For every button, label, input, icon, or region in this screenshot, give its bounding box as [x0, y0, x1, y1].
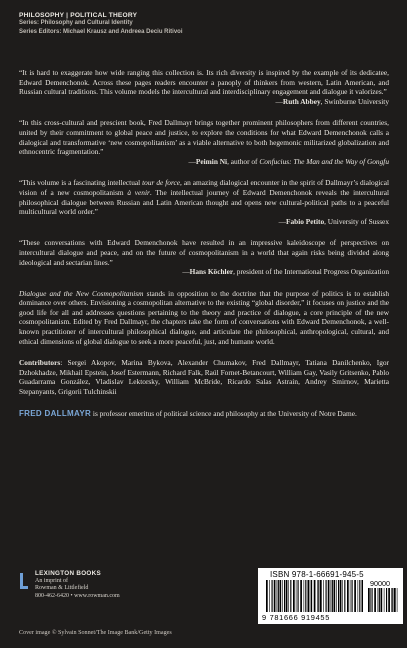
- isbn: ISBN 978-1-66691-945-5: [270, 570, 364, 579]
- endorser-name: Ruth Abbey: [282, 96, 321, 106]
- endorsement-text: “In this cross-cultural and prescient book, Fred Dallmayr brings together prominent philosophers from different countries, united by their commitment to global peace and justice, to explore the conditions for what Edward Demenchonok calls a dialogical and transformative ‘new cosmopolitanism’ as a viable alternative to both hegemonic militarized globalization and ethnocentric fragmentation.”: [19, 118, 389, 157]
- cover-footer: [19, 568, 389, 628]
- back-cover-text: [19, 68, 389, 418]
- series-editors: Series Editors: Michael Krausz and Andreea Deciu Ritivoi: [19, 28, 183, 35]
- addon-barcode-icon: [368, 588, 399, 612]
- series-header: [19, 12, 389, 36]
- endorser-work: Confucius: The Man and the Way of Gongfu: [259, 156, 389, 166]
- book-title: Dialogue and the New Cosmopolitanism: [19, 288, 144, 298]
- endorsement-text: “This volume is a fascinating intellectual tour de force, an amazing dialogical encounter in the spirit of Dallmayr’s dialogical vision of a new cosmopolitanism à venir. The intellectual journey of Edward Demenchonok reveals the intercultural philosophical dialogue between Russian and Latin American thought and opens new cultural-political paths to a peaceful multicultural world order.”: [19, 178, 389, 217]
- price-code: 90000: [370, 579, 390, 588]
- ean-barcode-icon: [266, 580, 363, 612]
- publisher-name: LEXINGTON BOOKS: [35, 570, 101, 577]
- publisher-parent: Rowman & Littlefield: [35, 585, 89, 592]
- author-name: FRED DALLMAYR: [19, 408, 92, 418]
- endorsement: [19, 178, 389, 226]
- endorsement-attribution: —Hans Köchler, president of the International Progress Organization: [182, 267, 389, 277]
- barcode: [258, 568, 403, 624]
- publisher-info: [35, 570, 120, 600]
- publisher-logo-icon: [19, 572, 29, 590]
- series-name: Series: Philosophy and Cultural Identity: [19, 20, 133, 26]
- contributors: [19, 358, 389, 396]
- endorser-name: Peimin Ni: [195, 156, 228, 166]
- endorsement-attribution: —Fabio Petito, University of Sussex: [278, 216, 389, 226]
- contributors-list: : Sergei Akopov, Marina Bykova, Alexander Chumakov, Fred Dallmayr, Tatiana Danilchenko, Igor Dzhokhadze, Mikhail Epstein, Josef Estermann, Richard Falk, Raúl Fornet-Betancourt, William Gay, Vasily Gritsenko, Pablo Guadarrama González, Vladislav Lektorsky, William McBride, Ricardo Salas Astrain, Andrey Smirnov, Marietta Stepanyants, Grigorii Tulchinskii: [19, 358, 389, 397]
- endorsement: [19, 118, 389, 166]
- endorsement-text: “These conversations with Edward Demenchonok have resulted in an impressive kaleidoscope of perspectives on intercultural dialogue and peace, and on the future of cosmopolitanism in a world that again risks being divided along ideological and sectarian lines.”: [19, 238, 389, 267]
- contributors-label: Contributors: [19, 358, 61, 368]
- author-bio: FRED DALLMAYR is professor emeritus of political science and philosophy at the University of Notre Dame.: [19, 408, 357, 418]
- publisher-imprint: An imprint of: [35, 577, 68, 584]
- publisher-contact: 800-462-6420 • www.rowman.com: [35, 592, 120, 599]
- cover-credit: Cover image © Sylvain Sonnet/The Image Bank/Getty Images: [19, 630, 172, 636]
- ean-digits: 9 781666 919455: [262, 613, 331, 622]
- endorsement: [19, 238, 389, 276]
- book-description: Dialogue and the New Cosmopolitanism stands in opposition to the doctrine that the purpose of politics is to establish dominance over others. Envisioning a cosmopolitan alternative to the existing “global disorder,” it focuses on justice and the good life for all and addresses questions pertaining to the theory and practice of dialogue, a core principle of the new cosmopolitanism. Edited by Fred Dallmayr, the chapters take the form of conversations with Edward Demenchonok, a well-known practitioner of intercultural philosophical dialogue, and articulate the philosophical, anthropological, cultural, and ethical dimensions of global dialogue to seek a more peaceful, just, and humane world.: [19, 288, 389, 346]
- series-title: PHILOSOPHY | POLITICAL THEORY: [19, 12, 138, 19]
- endorser-name: Hans Köchler: [189, 267, 234, 277]
- endorser-name: Fabio Petito: [285, 216, 325, 226]
- endorsement-attribution: —Ruth Abbey, Swinburne University: [275, 96, 389, 106]
- endorsement-text: “It is hard to exaggerate how wide ranging this collection is. Its rich diversity is inspired by the example of its dedicatee, Edward Demenchonok. Across these pages readers encounter a panoply of thinkers from western, Latin American, and Russian cultural traditions. This volume models the intercultural and interdisciplinary engagement and dialogue it valorizes.”: [19, 68, 389, 97]
- endorsement: [19, 68, 389, 106]
- endorsement-attribution: —Peimin Ni, author of Confucius: The Man and the Way of Gongfu: [188, 156, 389, 166]
